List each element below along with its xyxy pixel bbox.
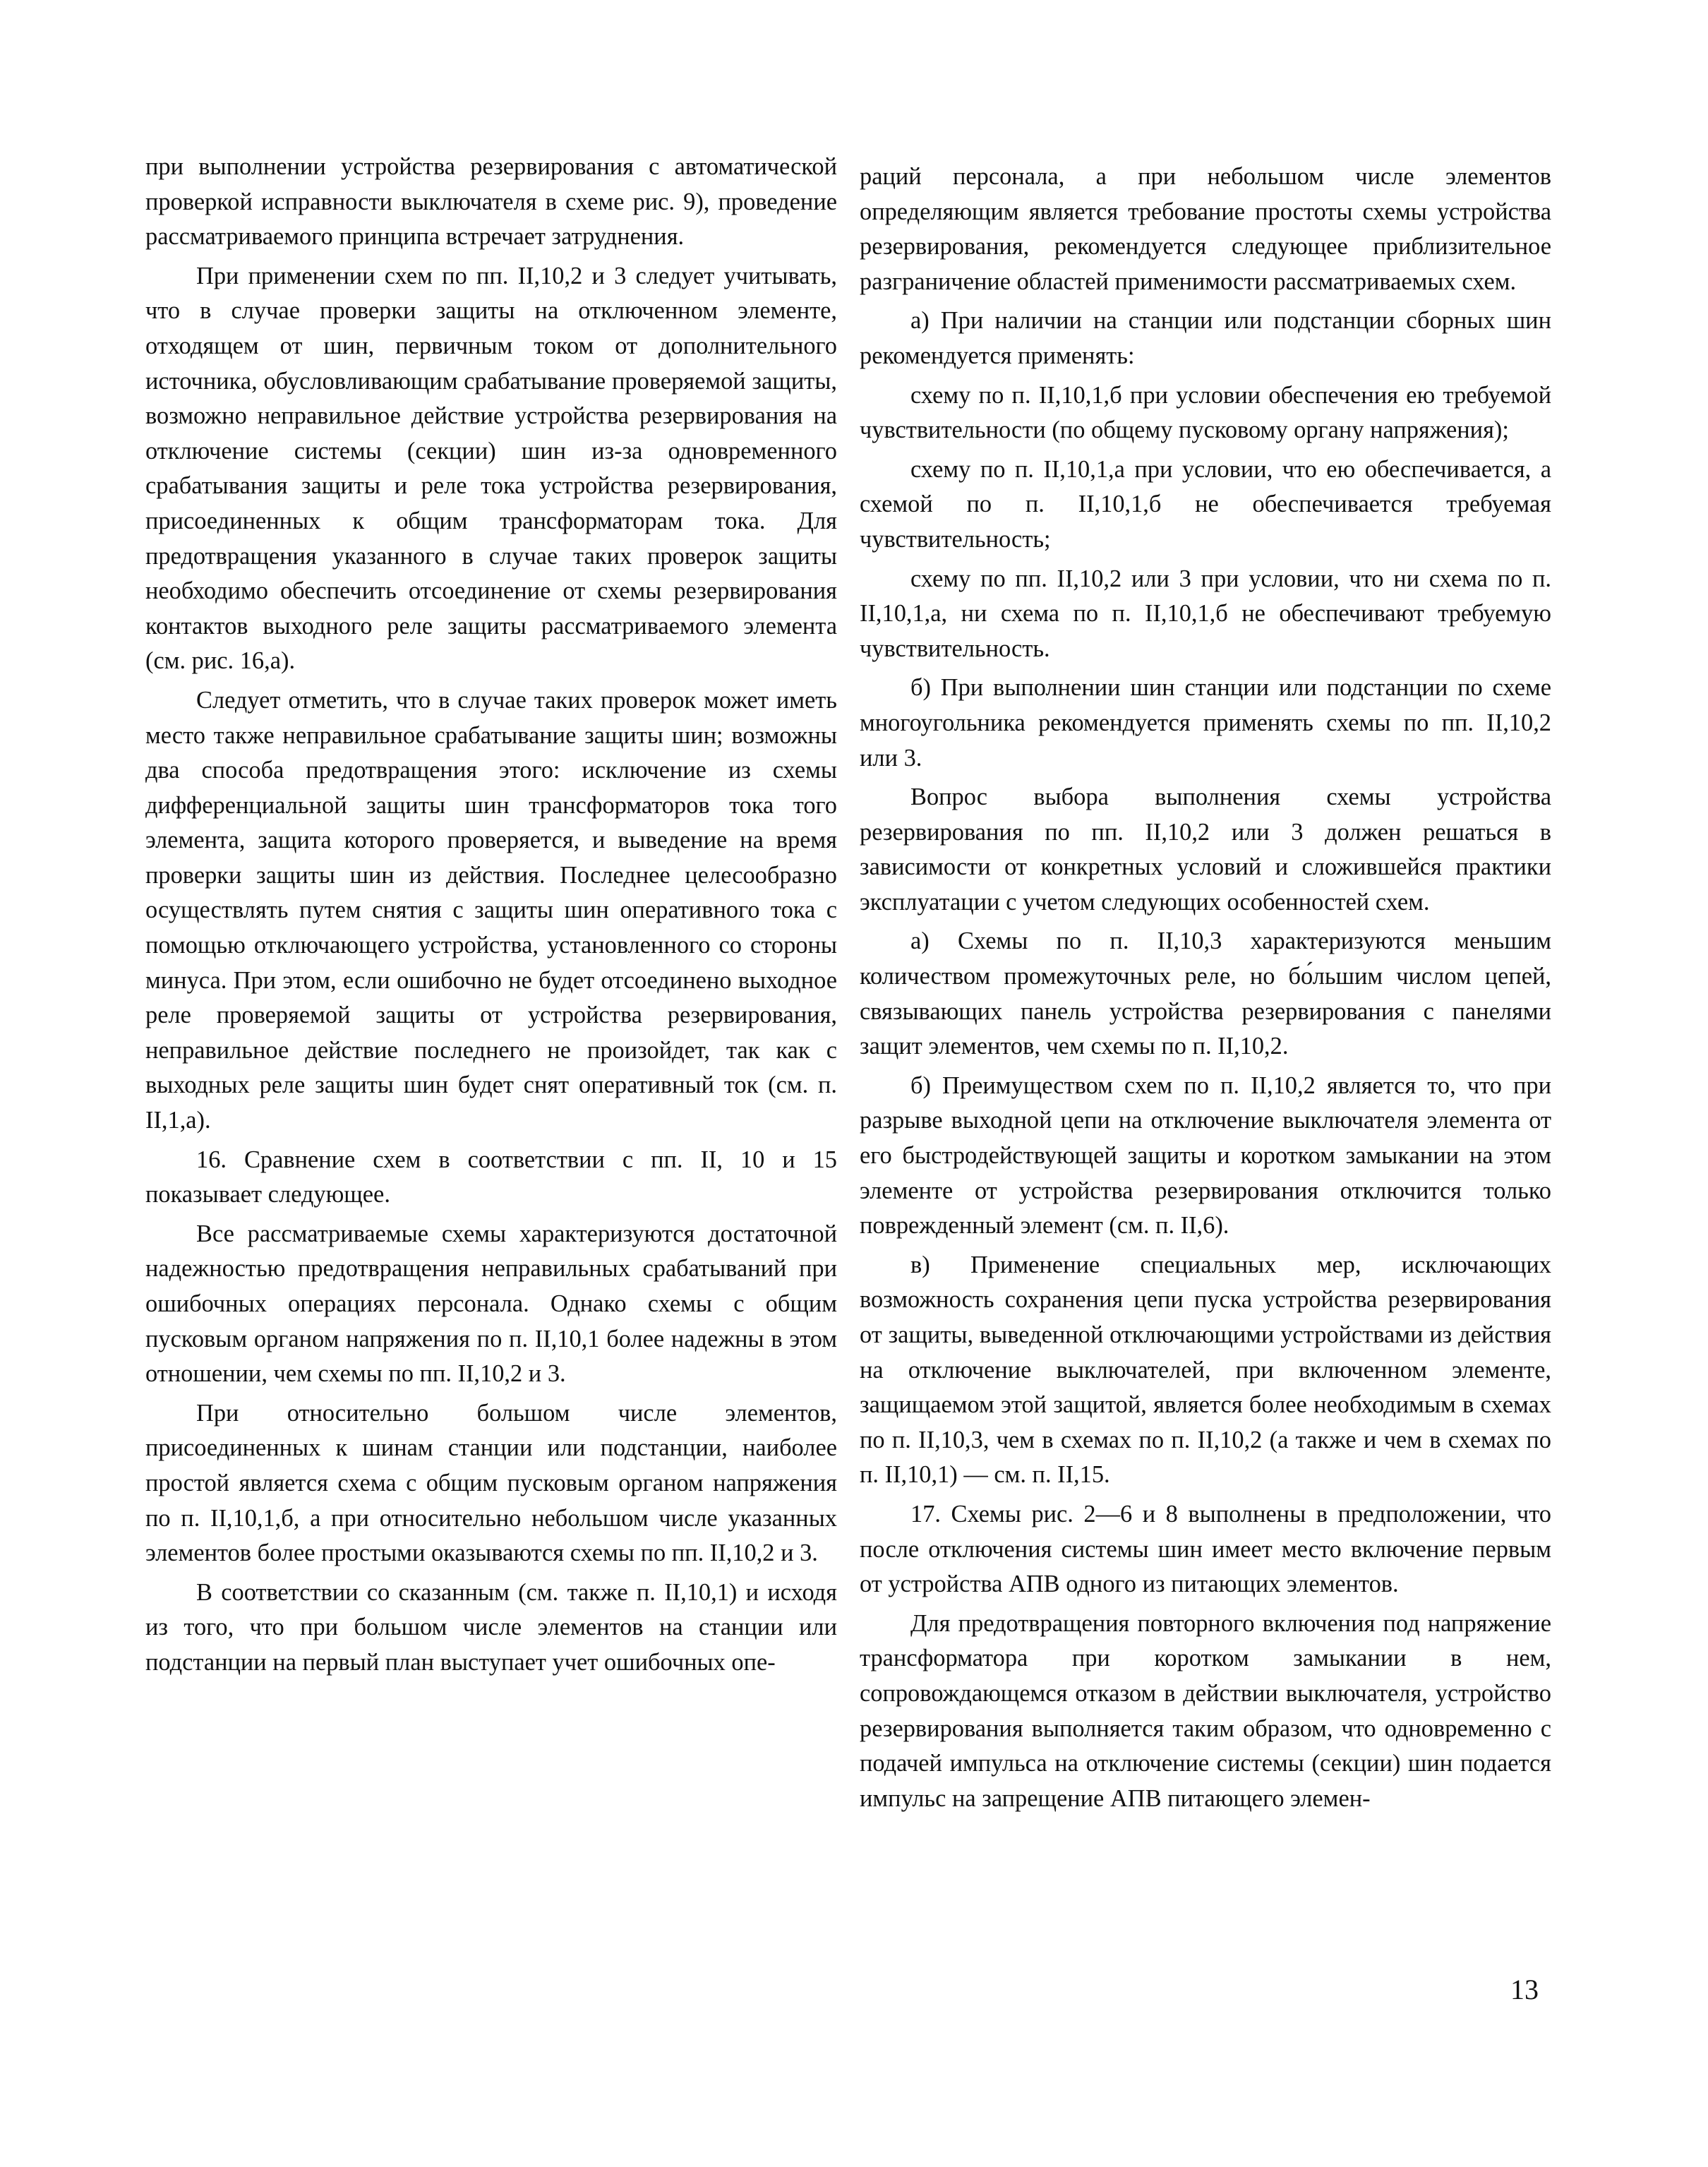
- paragraph: раций персонала, а при небольшом числе элементов определяющим является требование простоты схемы устройства резервирования, рекомендуется следующее приблизительное разграничение областей применимости рассматриваемых схем.: [860, 163, 1551, 295]
- paragraph: схему по п. II,10,1,б при условии обеспечения ею требуемой чувствительности (по общему пусковому органу напряжения);: [860, 381, 1551, 444]
- paragraph: в) Применение специальных мер, исключающих возможность сохранения цепи пуска устройства резервирования от защиты, выведенной отключающими устройствами из действия на отключение выключателей, при включенном элементе, защищаемом этой защитой, является более необходимым в схемах по п. II,10,3, чем в схемах по п. II,10,2 (а также и чем в схемах по п. II,10,1) — см. п. II,15.: [860, 1251, 1551, 1489]
- page-number: 13: [1510, 1974, 1539, 2005]
- text-column-left: [145, 150, 837, 1685]
- paragraph: 16. Сравнение схем в соответствии с пп. II, 10 и 15 показывает следующее.: [145, 1146, 837, 1208]
- paragraph: При относительно большом числе элементов, присоединенных к шинам станции или подстанции, наиболее простой является схема с общим пусковым органом напряжения по п. II,10,1,б, а при относительно небольшом числе указанных элементов более простыми оказываются схемы по пп. II,10,2 и 3.: [145, 1399, 837, 1567]
- paragraph: В соответствии со сказанным (см. также п. II,10,1) и исходя из того, что при большом числе элементов на станции или подстанции на первый план выступает учет ошибочных опе-: [145, 1578, 837, 1676]
- paragraph: а) Схемы по п. II,10,3 характеризуются меньшим количеством промежуточных реле, но бо́льшим числом цепей, связывающих панель устройства резервирования с панелями защит элементов, чем схемы по п. II,10,2.: [860, 928, 1551, 1060]
- paragraph: схему по пп. II,10,2 или 3 при условии, что ни схема по п. II,10,1,а, ни схема по п. II,10,1,б не обеспечивают требуемую чувствительность.: [860, 565, 1551, 662]
- paragraph: Все рассматриваемые схемы характеризуются достаточной надежностью предотвращения неправильных срабатываний при ошибочных операциях персонала. Однако схемы с общим пусковым органом напряжения по п. II,10,1 более надежны в этом отношении, чем схемы по пп. II,10,2 и 3.: [145, 1220, 837, 1388]
- paragraph: Вопрос выбора выполнения схемы устройства резервирования по пп. II,10,2 или 3 должен решаться в зависимости от конкретных условий и сложившейся практики эксплуатации с учетом следующих особенностей схем.: [860, 784, 1551, 916]
- paragraph: б) Преимуществом схем по п. II,10,2 является то, что при разрыве выходной цепи на отключение выключателя элемента от его быстродействующей защиты и коротком замыкании на этом элементе от устройства резервирования отключится только поврежденный элемент (см. п. II,6).: [860, 1072, 1551, 1239]
- paragraph: Для предотвращения повторного включения под напряжение трансформатора при коротком замыкании в нем, сопровождающемся отказом в действии выключателя, устройство резервирования выполняется таким образом, что одновременно с подачей импульса на отключение системы (секции) шин подается импульс на запрещение АПВ питающего элемен-: [860, 1609, 1551, 1812]
- paragraph: схему по п. II,10,1,а при условии, что ею обеспечивается, а схемой по п. II,10,1,б не обеспечивается требуемая чувствительность;: [860, 455, 1551, 553]
- paragraph: 17. Схемы рис. 2—6 и 8 выполнены в предположении, что после отключения системы шин имеет место включение первым от устройства АПВ одного из питающих элементов.: [860, 1500, 1551, 1598]
- paragraph: При применении схем по пп. II,10,2 и 3 следует учитывать, что в случае проверки защиты на отключенном элементе, отходящем от шин, первичным током от дополнительного источника, обусловливающим срабатывание проверяемой защиты, возможно неправильное действие устройства резервирования на отключение системы (секции) шин из-за одновременного срабатывания защиты и реле тока устройства резервирования, присоединенных к общим трансформаторам тока. Для предотвращения указанного в случае таких проверок защиты необходимо обеспечить отсоединение от схемы резервирования контактов выходного реле защиты рассматриваемого элемента (см. рис. 16,а).: [145, 262, 837, 675]
- paragraph: Следует отметить, что в случае таких проверок может иметь место также неправильное срабатывание защиты шин; возможны два способа предотвращения этого: исключение из схемы дифференциальной защиты шин трансформаторов тока того элемента, защита которого проверяется, и выведение на время проверки защиты шин из действия. Последнее целесообразно осуществлять путем снятия с защиты шин оперативного тока с помощью отключающего устройства, установленного со стороны минуса. При этом, если ошибочно не будет отсоединено выходное реле проверяемой защиты от устройства резервирования, неправильное действие последнего не произойдет, так как с выходных реле защиты шин будет снят оперативный ток (см. п. II,1,а).: [145, 686, 837, 1134]
- paragraph: а) При наличии на станции или подстанции сборных шин рекомендуется применять:: [860, 307, 1551, 369]
- paragraph: б) При выполнении шин станции или подстанции по схеме многоугольника рекомендуется применять схемы по пп. II,10,2 или 3.: [860, 674, 1551, 772]
- text-column-right: [860, 160, 1551, 1820]
- paragraph: при выполнении устройства резервирования с автоматической проверкой исправности выключателя в схеме рис. 9), проведение рассматриваемого принципа встречает затруднения.: [145, 153, 837, 251]
